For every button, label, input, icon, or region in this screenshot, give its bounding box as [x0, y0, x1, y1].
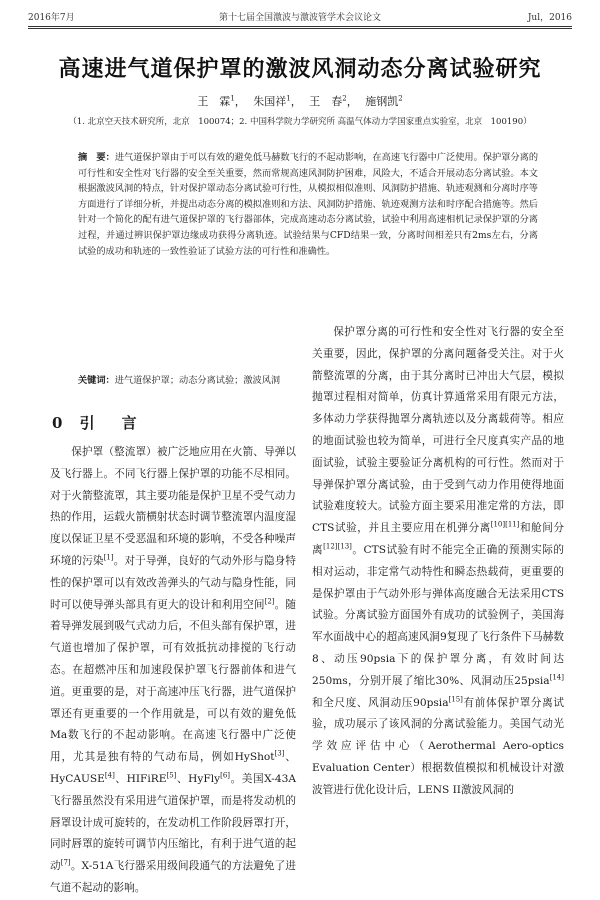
header-date-en: Jul，2016 [527, 13, 572, 23]
keywords-label: 关键词： [78, 375, 115, 386]
author-3: 王 春$^2$ [309, 94, 347, 108]
header-rule-bottom [28, 28, 572, 29]
author-list: 王 霖$^1$， 朱国祥$^1$， 王 春$^2$， 施钢凯$^2$ [197, 94, 403, 108]
body-column-left [50, 442, 296, 900]
author-4: 施钢凯$^2$ [365, 94, 403, 108]
section-title-text: 引 言 [79, 414, 143, 432]
author-1: 王 霖$^1$ [197, 94, 235, 108]
abstract-label: 摘 要： [78, 152, 115, 163]
running-header [28, 10, 572, 24]
header-date: 2016年7月 [28, 13, 75, 23]
author-2: 朱国祥$^1$ [253, 94, 291, 108]
abstract-text: 进气道保护罩由于可以有效的避免低马赫数飞行的不起动影响，在高速飞行器中广泛使用。保护罩分离的可行性和安全性对飞行器的安全至关重要，然而常规高速风洞防护困难，风险大，不适合开展动态分离试验。本文根据激波风洞的特点，针对保护罩动态分离试验可行性，从模拟相似准则、风洞防护措施、轨迹观测和分离时序等方面进行了详细分析，并提出动态分离的模拟准则和方法、风洞防护措施、轨迹观测方法和时序配合措施等。然后针对一个简化的配有进气道保护罩的飞行器部体，完成高速动态分离试验，试验中利用高速相机记录保护罩的分离过程，并通过辨识保护罩边缘成功获得分离轨迹。试验结果与CFD结果一致，分离时间相差只有2ms左右，分离试验的成功和轨迹的一致性验证了试验方法的可行性和准确性。 [78, 152, 539, 257]
body-paragraph: 保护罩分离的可行性和安全性对飞行器的安全至关重要，因此，保护罩的分离问题备受关注。对于火箭整流罩的分离，由于其分离时已冲出大气层，模拟抛罩过程相对简单，仿真计算通常采用有限元方法，多体动力学获得抛罩分离轨迹以及分离载荷等。相应的地面试验也较为简单，可进行全尺度真实产品的地面试验，试验主要验证分离机构的可行性。然而对于导弹保护罩分离试验，由于受到气动力作用使得地面试验难度较大。试验方面主要采用准定常的方法，即CTS试验，并且主要应用在机弹分离[10][11]和舱间分离[12][13]。CTS试验有时不能完全正确的预测实际的相对运动，非定常气动特性和瞬态热载荷，更重要的是保护罩由于气动外形与弹体高度融合无法采用CTS试验。分离试验方面国外有成功的试验例子，美国海军水面战中心的超高速风洞9复现了飞行条件下马赫数8、动压90psia下的保护罩分离，有效时间达250ms，分别开展了缩比30%、风洞动压25psia[14]和全尺度、风洞动压90psia[15]有前体保护罩分离试验，成功展示了该风洞的分离试验能力。美国气动光学效应评估中心（Aerothermal Aero-optics Evaluation Center）根据数值模拟和机械设计对激波管进行优化设计后，LENS II激波风洞的 [312, 326, 565, 796]
abstract [78, 150, 538, 259]
paper-title: 高速进气道保护罩的激波风洞动态分离试验研究 [58, 56, 542, 82]
header-rule-top [28, 26, 572, 27]
keywords-text: 进气道保护罩；动态分离试验；激波风洞 [114, 375, 281, 386]
body-column-right [312, 322, 564, 802]
section-number: 0 [52, 414, 69, 432]
body-paragraph: 保护罩（整流罩）被广泛地应用在火箭、导弹以及飞行器上。不同飞行器上保护罩的功能不尽相同。对于火箭整流罩，其主要功能是保护卫星不受气动力热的作用，运载火箭横射状态时调节整流罩内温度湿度以保证卫星不受恶温和环境的影响，不受各种噪声环境的污染[1]。对于导弹，良好的气动外形与隐身特性的保护罩可以有效改善弹头的气动与隐身性能，同时可以使导弹头部具有更大的设计和利用空间[2]。随着导弹发展到吸气式动力后，不但头部有保护罩，进气道也增加了保护罩，可有效抵抗动排搅的飞行动态。在超燃冲压和加速段保护罩飞行器前体和进气道。更重要的是，对于高速冲压飞行器，进气道保护罩还有更重要的一个作用就是，可以有效的避免低Ma数飞行的不起动影响。在高速飞行器中广泛使用，尤其是独有特的气动布局，例如HyShot[3]、HyCAUSE[4]、HIFiRE[5]、HyFly[6]。美国X-43A飞行器虽然没有采用进气道保护罩，而是将发动机的唇罩设计成可旋转的，在发动机工作阶段唇罩打开，同时唇罩的旋转可调节内压缩比，有利于进气道的起动[7]。X-51A飞行器采用级间段通气的方法避免了进气道不起动的影响。 [50, 446, 297, 894]
header-conference: 第十七届全国激波与激波管学术会议论文 [218, 13, 381, 23]
affiliation: （1. 北京空天技术研究所，北京 100074；2. 中国科学院力学研究所 高温气体动力学国家重点实验室，北京 100190） [68, 117, 532, 127]
section-heading [52, 412, 143, 433]
